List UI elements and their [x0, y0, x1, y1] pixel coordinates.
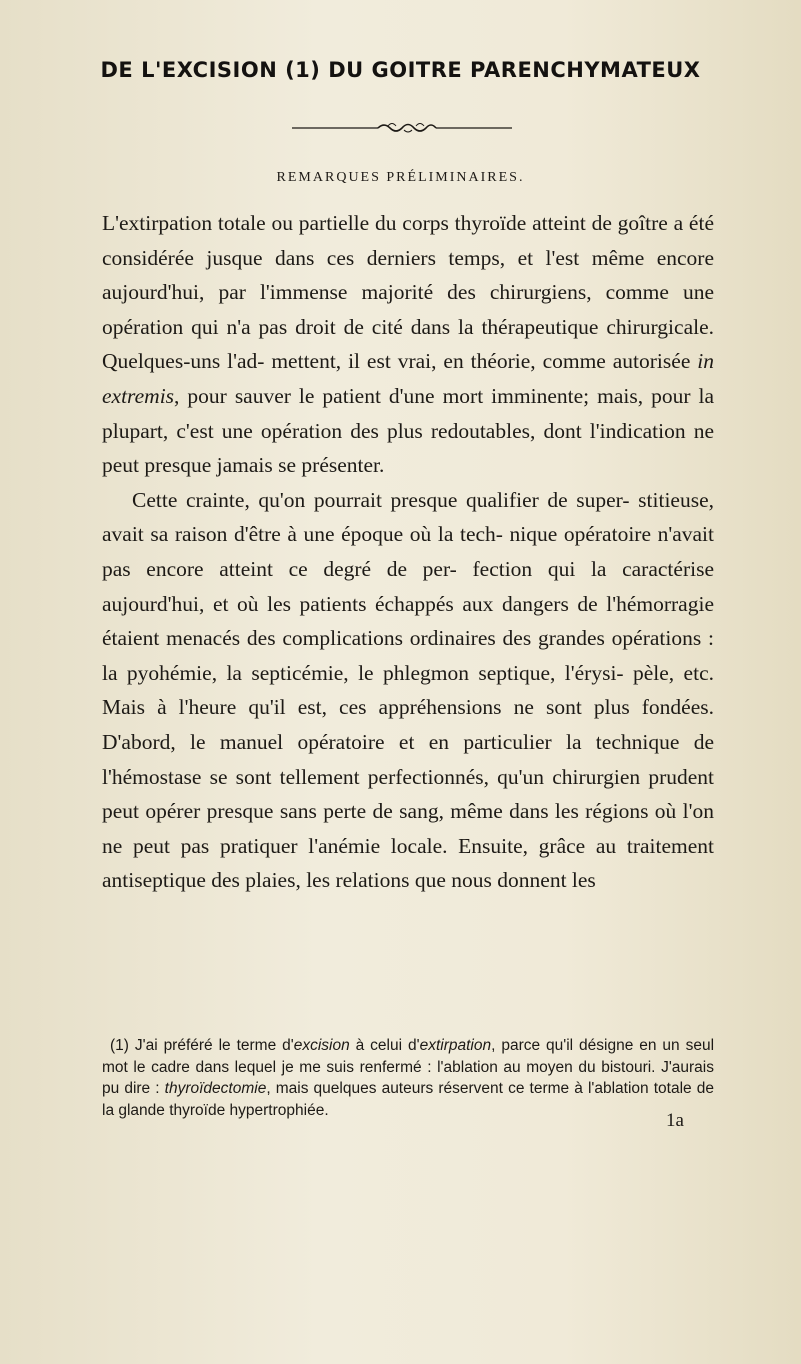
- footnote-italic-1: excision: [293, 1037, 350, 1054]
- footnote: [102, 1035, 714, 1121]
- footnote-italic-3: thyroïdectomie: [164, 1080, 267, 1097]
- footnote-part-4: , mais quelques auteurs réservent ce terme à l'ablation totale de la glande thyroïde hypertrophiée.: [102, 1080, 714, 1119]
- body-text: [102, 206, 714, 898]
- signature-mark: 1a: [666, 1110, 684, 1131]
- section-heading: REMARQUES PRÉLIMINAIRES.: [276, 170, 525, 185]
- paragraph-1-text: L'extirpation totale ou partielle du corps thyroïde atteint de goître a été considérée jusque dans ces derniers temps, et l'est même encore aujourd'hui, par l'immense majorité des chirurgiens, comme une opération qui n'a pas droit de cité dans la thérapeutique chirurgicale. Quelques-uns l'ad- mettent, il est vrai, en théorie, comme autorisée: [102, 211, 714, 374]
- ornament-divider: [292, 118, 512, 138]
- paragraph-1: [102, 206, 714, 483]
- paragraph-1-italic: in extremis: [102, 349, 714, 408]
- paragraph-1-text-end: , pour sauver le patient d'une mort imminente; mais, pour la plupart, c'est une opération des plus redoutables, dont l'indication ne peut presque jamais se présenter.: [102, 383, 714, 478]
- footnote-text: [102, 1035, 714, 1121]
- footnote-part-2: à celui d': [349, 1037, 420, 1054]
- footnote-part-1: (1) J'ai préféré le terme d': [110, 1037, 294, 1054]
- page-title: DE L'EXCISION (1) DU GOITRE PARENCHYMATEUX: [100, 58, 701, 82]
- paragraph-2: Cette crainte, qu'on pourrait presque qualifier de super- stitieuse, avait sa raison d'être à une époque où la tech- nique opératoire n'avait pas encore atteint ce degré de per- fection qui la caractérise aujourd'hui, et où les patients échappés aux dangers de l'hémorragie étaient menacés des complications ordinaires des grandes opérations : la pyohémie, la septicémie, le phlegmon septique, l'érysi- pèle, etc. Mais à l'heure qu'il est, ces appréhensions ne sont plus fondées. D'abord, le manuel opératoire et en particulier la technique de l'hémostase se sont tellement perfectionnés, qu'un chirurgien prudent peut opérer presque sans perte de sang, même dans les régions où l'on ne peut pas pratiquer l'anémie locale. Ensuite, grâce au traitement antiseptique des plaies, les relations que nous donnent les: [102, 487, 714, 893]
- footnote-italic-2: extirpation: [419, 1037, 492, 1054]
- footnote-part-3: , parce qu'il désigne en un seul mot le cadre dans lequel je me suis renfermé : l'ablation au moyen du bistouri. J'aurais pu dire :: [102, 1037, 715, 1097]
